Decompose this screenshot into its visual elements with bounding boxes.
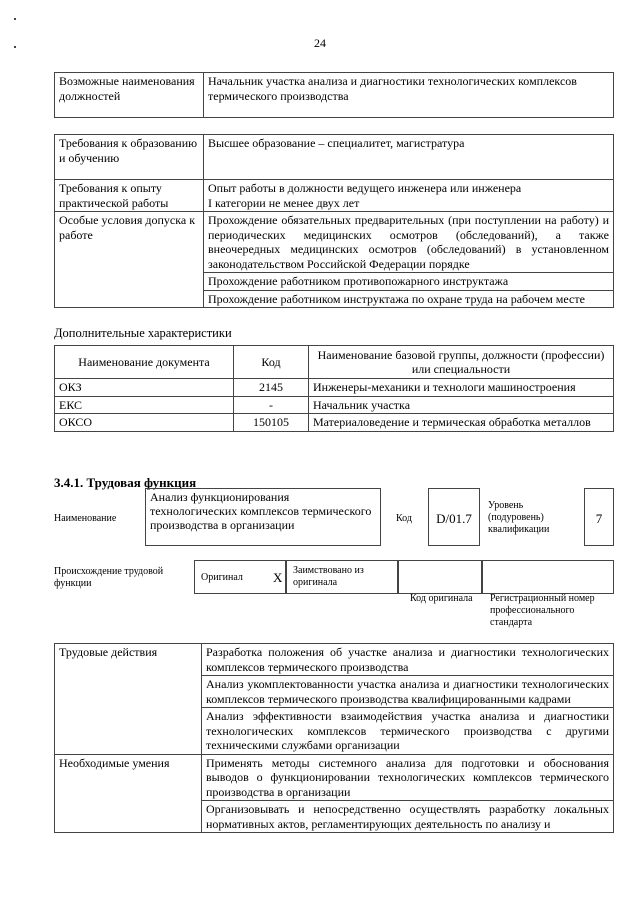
experience-value [204,180,614,212]
header-group: Наименование базовой группы, должности (профессии) или специальности [309,346,614,379]
special-condition-item: Прохождение обязательных предварительных (при поступлении на работу) и периодических медицинских осмотров (обследований), а также внеочередных медицинских осмотров (обследований) в установленном законодательством Российской Федерации порядке [204,212,614,273]
function-name-box [145,488,381,546]
code-cell: 2145 [234,379,309,397]
requirements-table [54,134,614,308]
scan-speck [14,46,16,48]
level-box [584,488,614,546]
action-item: Разработка положения об участке анализа и диагностики технологических комплексов термического производства [202,644,614,676]
reg-number-label: Регистрационный номер профессионального стандарта [490,593,595,628]
function-heading: 3.4.1. Трудовая функция [54,475,197,490]
level-label: Уровень (подуровень) квалификации [488,500,550,535]
name-label: Наименование [54,513,117,524]
group-cell: Инженеры-механики и технологи машиностроения [309,379,614,397]
group-cell: Начальник участка [309,396,614,414]
additional-table [54,345,614,432]
details-table [54,643,614,833]
special-condition-item: Прохождение работником противопожарного инструктажа [204,273,614,291]
original-mark: X [273,570,283,585]
origin-code-box [398,560,482,594]
original-label: Оригинал [201,572,243,583]
borrowed-box [286,560,398,594]
group-cell: Материаловедение и термическая обработка металлов [309,414,614,432]
education-value: Высшее образование – специалитет, магистратура [204,135,614,180]
header-document: Наименование документа [55,346,234,379]
borrowed-label: Заимствовано из оригинала [293,565,364,588]
doc-cell: ОКСО [55,414,234,432]
action-item: Анализ эффективности взаимодействия участка анализа и диагностики технологических комплексов термического производства с другими техническими службами организации [202,708,614,755]
actions-label: Трудовые действия [55,644,202,755]
reg-number-box [482,560,614,594]
origin-label: Происхождение трудовой функции [54,566,164,589]
additional-title: Дополнительные характеристики [54,326,232,340]
position-names-value: Начальник участка анализа и диагностики технологических комплексов термического производства [204,73,614,118]
action-item: Анализ укомплектованности участка анализа и диагностики технологических комплексов термического производства квалифицированными кадрами [202,676,614,708]
scan-speck [14,18,16,20]
position-names-label: Возможные наименования должностей [55,73,204,118]
doc-cell: ОКЗ [55,379,234,397]
skills-label: Необходимые умения [55,754,202,833]
table-row [55,396,614,414]
code-cell: 150105 [234,414,309,432]
page-number: 24 [314,36,326,50]
header-code: Код [234,346,309,379]
experience-label: Требования к опыту практической работы [55,180,204,212]
level-value: 7 [595,511,603,526]
function-code-value: D/01.7 [436,511,472,526]
table-row [55,414,614,432]
position-names-table [54,72,614,118]
skill-item: Применять методы системного анализа для подготовки и обоснования выводов о функционировании технологических комплексов термического производства в организации [202,754,614,801]
code-cell: - [234,396,309,414]
origin-code-label: Код оригинала [410,593,473,604]
experience-line: I категории не менее двух лет [208,195,360,210]
function-code-box [428,488,480,546]
doc-cell: ЕКС [55,396,234,414]
experience-line: Опыт работы в должности ведущего инженера или инженера [208,181,522,195]
special-condition-item: Прохождение работником инструктажа по охране труда на рабочем месте [204,290,614,308]
skill-item: Организовывать и непосредственно осуществлять разработку локальных нормативных актов, регламентирующих деятельность по анализу и [202,801,614,833]
original-box [194,560,286,594]
code-label: Код [396,513,412,524]
education-label: Требования к образованию и обучению [55,135,204,180]
special-conditions-label: Особые условия допуска к работе [55,212,204,308]
function-name-value: Анализ функционирования технологических комплексов термического производства в организации [150,490,372,532]
table-row [55,379,614,397]
